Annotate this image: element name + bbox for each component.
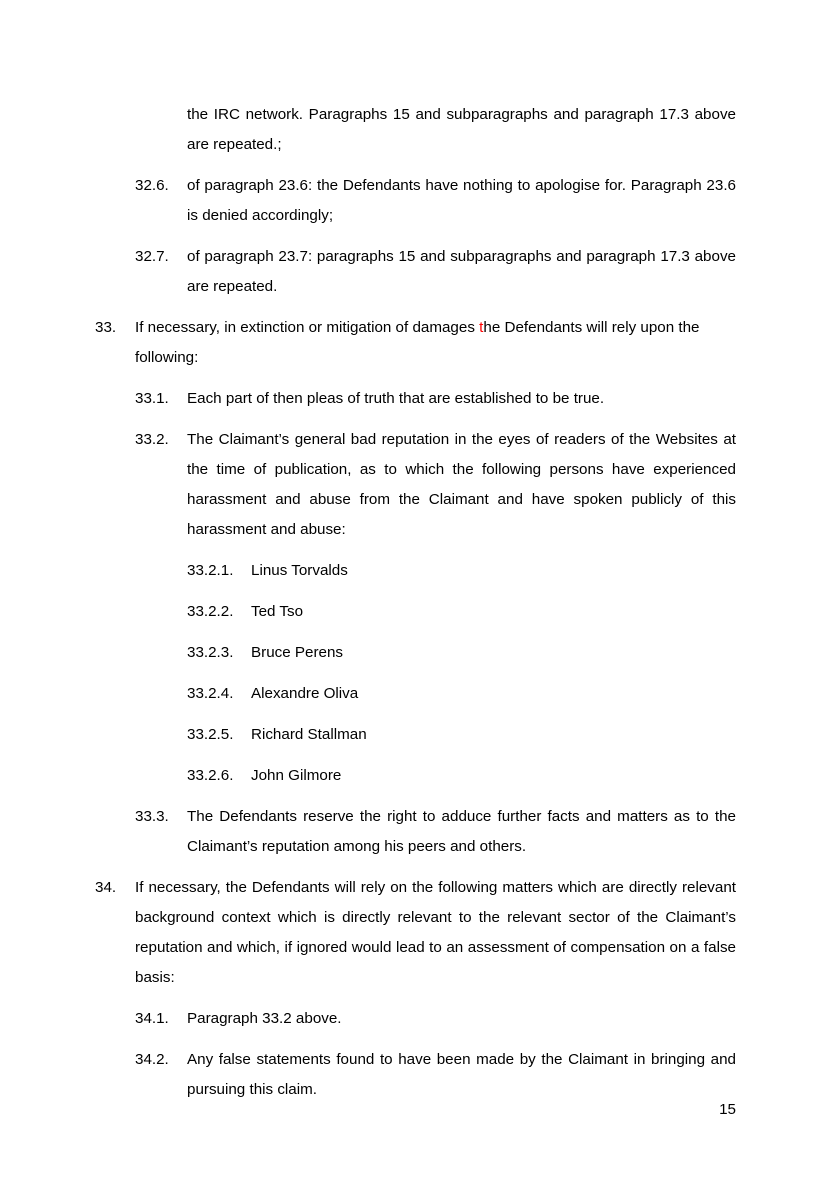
list-item-34-2 (135, 1045, 736, 1105)
list-item-number: 33.2.4. (187, 685, 234, 702)
block-spacer (0, 160, 830, 171)
list-item-text: Ted Tso (251, 603, 304, 620)
list-item-33-2-3 (187, 638, 736, 668)
block-spacer (0, 302, 830, 313)
paragraph-text: the IRC network. Paragraphs 15 and subparagraphs and paragraph 17.3 above are repeated.; (187, 106, 736, 153)
list-item-number: 33.2.1. (187, 562, 234, 579)
list-item-number: 33. (95, 319, 117, 336)
text-segment-after: he Defendants will rely upon the following: (135, 319, 700, 366)
list-item-number: 32.7. (135, 248, 169, 265)
list-item-number: 33.1. (135, 390, 169, 407)
list-item-number: 34. (95, 879, 117, 896)
block-spacer (0, 1034, 830, 1045)
list-item-33-2-2 (187, 597, 736, 627)
list-item-text: Linus Torvalds (251, 562, 348, 579)
top-margin (0, 0, 830, 100)
block-spacer (0, 586, 830, 597)
block-spacer (0, 231, 830, 242)
list-item-text: of paragraph 23.6: the Defendants have nothing to apologise for. Paragraph 23.6 is denied accordingly; (187, 177, 736, 224)
page-number: 15 (719, 1101, 736, 1118)
block-spacer (0, 791, 830, 802)
list-item-33-2-4 (187, 679, 736, 709)
list-item-text: Paragraph 33.2 above. (187, 1010, 342, 1027)
list-item-34-1 (135, 1004, 736, 1034)
list-item-33-2-1 (187, 556, 736, 586)
list-item-33-2 (135, 425, 736, 545)
list-item-text: If necessary, the Defendants will rely on the following matters which are directly relevant background context which is directly relevant to the relevant sector of the Claimant’s reputation and which, if ignored would lead to an assessment of compensation on a false basis: (135, 879, 736, 986)
list-item-number: 33.2.2. (187, 603, 234, 620)
list-item-number: 32.6. (135, 177, 169, 194)
list-item-number: 33.2. (135, 431, 169, 448)
highlighted-character: t (479, 319, 484, 336)
list-item-33-3 (135, 802, 736, 862)
block-spacer (0, 750, 830, 761)
list-item-33-2-5 (187, 720, 736, 750)
list-item-number: 33.3. (135, 808, 169, 825)
list-item-text: John Gilmore (251, 767, 342, 784)
list-item-number: 33.2.6. (187, 767, 234, 784)
list-item-number: 33.2.5. (187, 726, 234, 743)
list-item-text: The Defendants reserve the right to adduce further facts and matters as to the Claimant’s reputation among his peers and others. (187, 808, 736, 855)
block-spacer (0, 709, 830, 720)
list-item-text: Any false statements found to have been made by the Claimant in bringing and pursuing this claim. (187, 1051, 736, 1098)
list-item-33-2-6 (187, 761, 736, 791)
paragraph-continuation (187, 100, 736, 160)
list-item-text (135, 313, 736, 373)
list-item-32-7 (135, 242, 736, 302)
list-item-34 (95, 873, 736, 993)
list-item-number: 33.2.3. (187, 644, 234, 661)
block-spacer (0, 862, 830, 873)
list-item-32-6 (135, 171, 736, 231)
list-item-33 (95, 313, 736, 373)
list-item-text: Each part of then pleas of truth that are established to be true. (187, 390, 605, 407)
list-item-text: of paragraph 23.7: paragraphs 15 and subparagraphs and paragraph 17.3 above are repeated. (187, 248, 736, 295)
block-spacer (0, 627, 830, 638)
block-spacer (0, 545, 830, 556)
list-item-number: 34.1. (135, 1010, 169, 1027)
list-item-33-1 (135, 384, 736, 414)
block-spacer (0, 414, 830, 425)
list-item-text: Richard Stallman (251, 726, 367, 743)
list-item-text: The Claimant’s general bad reputation in the eyes of readers of the Websites at the time of publication, as to which the following persons have experienced harassment and abuse from the Claimant and have spoken publicly of this harassment and abuse: (187, 431, 736, 538)
text-segment-before: If necessary, in extinction or mitigation of damages (135, 319, 480, 336)
block-spacer (0, 373, 830, 384)
block-spacer (0, 993, 830, 1004)
list-item-text: Alexandre Oliva (251, 685, 359, 702)
list-item-text: Bruce Perens (251, 644, 344, 661)
block-spacer (0, 668, 830, 679)
list-item-number: 34.2. (135, 1051, 169, 1068)
